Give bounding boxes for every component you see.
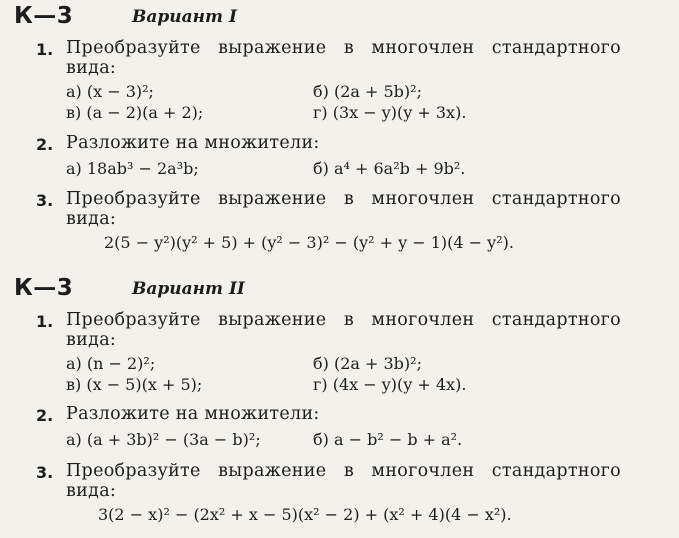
- v1-task2-item-b: б) a⁴ + 6a²b + 9b².: [313, 159, 466, 178]
- v1-task3-number: 3.: [36, 191, 54, 210]
- variant2-title: Вариант II: [132, 279, 245, 299]
- v2-task1-line1: [66, 310, 621, 330]
- v2-task1-item-v: в) (x − 5)(x + 5);: [66, 375, 203, 394]
- v2-task2-text: Разложите на множители:: [66, 404, 320, 424]
- v2-task2-number: 2.: [36, 406, 54, 425]
- v2-task1-number: 1.: [36, 312, 54, 331]
- v1-task1-number: 1.: [36, 40, 54, 59]
- word: выражение: [218, 310, 327, 330]
- variant1-code: К—3: [14, 3, 74, 29]
- word: многочлен: [371, 310, 475, 330]
- v2-task1-item-a: а) (n − 2)²;: [66, 354, 156, 373]
- v1-task2-item-a: а) 18ab³ − 2a³b;: [66, 159, 199, 178]
- word: стандартного: [491, 189, 621, 209]
- v1-task2-text: Разложите на множители:: [66, 133, 320, 153]
- v1-task1-item-v: в) (a − 2)(a + 2);: [66, 103, 204, 122]
- word: стандартного: [491, 38, 621, 58]
- v1-task3-formula: 2(5 − y²)(y² + 5) + (y² − 3)² − (y² + y − 1)(4 − y²).: [104, 233, 514, 252]
- v2-task1-item-b: б) (2a + 3b)²;: [313, 354, 422, 373]
- v1-task3-line1: [66, 189, 621, 209]
- word: в: [343, 461, 354, 481]
- word: стандартного: [491, 310, 621, 330]
- v1-task3-line2: вида:: [66, 209, 117, 229]
- v1-task1-line1: [66, 38, 621, 58]
- word: Преобразуйте: [66, 310, 201, 330]
- word: стандартного: [491, 461, 621, 481]
- word: Преобразуйте: [66, 38, 201, 58]
- v2-task1-item-g: г) (4x − y)(y + 4x).: [313, 375, 467, 394]
- v2-task3-line1: [66, 461, 621, 481]
- word: многочлен: [371, 461, 475, 481]
- word: выражение: [218, 461, 327, 481]
- word: в: [343, 189, 354, 209]
- v2-task3-line2: вида:: [66, 481, 117, 501]
- word: выражение: [218, 38, 327, 58]
- word: Преобразуйте: [66, 189, 201, 209]
- v1-task1-line2: вида:: [66, 58, 117, 78]
- v2-task2-item-b: б) a − b² − b + a².: [313, 430, 463, 449]
- v1-task1-item-g: г) (3x − y)(y + 3x).: [313, 103, 467, 122]
- v2-task3-formula: 3(2 − x)² − (2x² + x − 5)(x² − 2) + (x² + 4)(4 − x²).: [98, 505, 512, 524]
- v2-task1-line2: вида:: [66, 330, 117, 350]
- word: в: [343, 38, 354, 58]
- v2-task3-number: 3.: [36, 463, 54, 482]
- word: в: [343, 310, 354, 330]
- word: многочлен: [371, 189, 475, 209]
- v2-task2-item-a: а) (a + 3b)² − (3a − b)²;: [66, 430, 261, 449]
- v1-task1-item-a: а) (x − 3)²;: [66, 82, 154, 101]
- word: выражение: [218, 189, 327, 209]
- variant1-title: Вариант I: [132, 7, 237, 27]
- word: многочлен: [371, 38, 475, 58]
- variant2-code: К—3: [14, 275, 74, 301]
- word: Преобразуйте: [66, 461, 201, 481]
- v1-task2-number: 2.: [36, 135, 54, 154]
- v1-task1-item-b: б) (2a + 5b)²;: [313, 82, 422, 101]
